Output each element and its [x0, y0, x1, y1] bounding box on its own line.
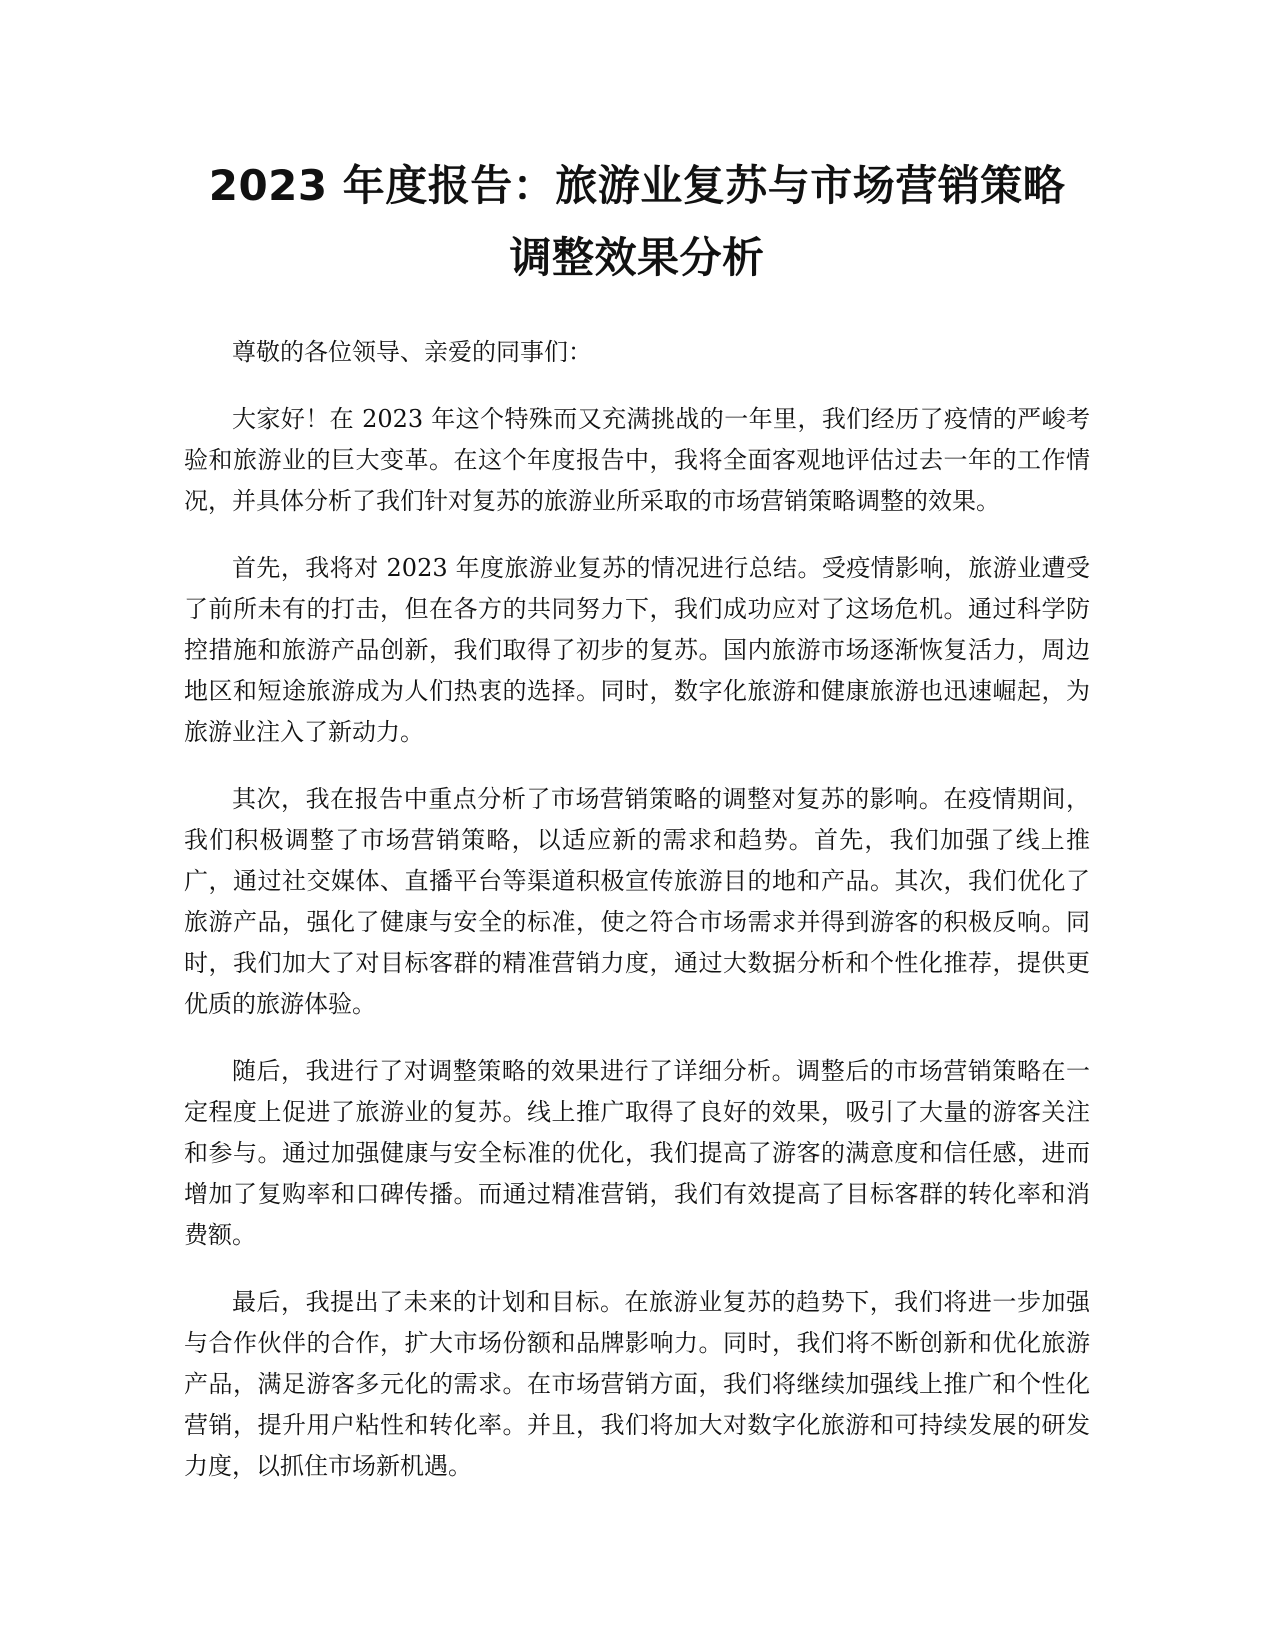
paragraph-effect-analysis: 随后，我进行了对调整策略的效果进行了详细分析。调整后的市场营销策略在一定程度上促进了旅游业的复苏。线上推广取得了良好的效果，吸引了大量的游客关注和参与。通过加强健康与安全标准的优化，我们提高了游客的满意度和信任感，进而增加了复购率和口碑传播。而通过精准营销，我们有效提高了目标客群的转化率和消费额。: [184, 1057, 1090, 1249]
paragraph-intro: 大家好！在 2023 年这个特殊而又充满挑战的一年里，我们经历了疫情的严峻考验和旅游业的巨大变革。在这个年度报告中，我将全面客观地评估过去一年的工作情况，并具体分析了我们针对复苏的旅游业所采取的市场营销策略调整的效果。: [184, 405, 1090, 515]
paragraph-future-plan: 最后，我提出了未来的计划和目标。在旅游业复苏的趋势下，我们将进一步加强与合作伙伴的合作，扩大市场份额和品牌影响力。同时，我们将不断创新和优化旅游产品，满足游客多元化的需求。在市场营销方面，我们将继续加强线上推广和个性化营销，提升用户粘性和转化率。并且，我们将加大对数字化旅游和可持续发展的研发力度，以抓住市场新机遇。: [184, 1288, 1090, 1480]
title-line-1: 2023 年度报告：旅游业复苏与市场营销策略: [208, 161, 1066, 210]
document-page: [184, 150, 1090, 1513]
title-line-2: 调整效果分析: [509, 233, 765, 282]
paragraph-recovery-summary: 首先，我将对 2023 年度旅游业复苏的情况进行总结。受疫情影响，旅游业遭受了前所未有的打击，但在各方的共同努力下，我们成功应对了这场危机。通过科学防控措施和旅游产品创新，我们取得了初步的复苏。国内旅游市场逐渐恢复活力，周边地区和短途旅游成为人们热衷的选择。同时，数字化旅游和健康旅游也迅速崛起，为旅游业注入了新动力。: [184, 554, 1090, 746]
document-title: [184, 150, 1090, 294]
greeting: 尊敬的各位领导、亲爱的同事们：: [232, 338, 592, 366]
paragraph-strategy-adjustment: 其次，我在报告中重点分析了市场营销策略的调整对复苏的影响。在疫情期间，我们积极调整了市场营销策略，以适应新的需求和趋势。首先，我们加强了线上推广，通过社交媒体、直播平台等渠道积极宣传旅游目的地和产品。其次，我们优化了旅游产品，强化了健康与安全的标准，使之符合市场需求并得到游客的积极反响。同时，我们加大了对目标客群的精准营销力度，通过大数据分析和个性化推荐，提供更优质的旅游体验。: [184, 785, 1090, 1018]
